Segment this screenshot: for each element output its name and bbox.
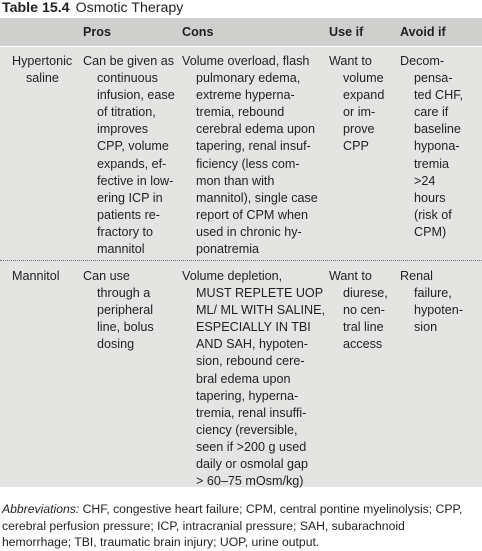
cell-text-line: Can use bbox=[83, 269, 130, 283]
cell-text-line: no cen- bbox=[343, 303, 386, 318]
table-title bbox=[2, 0, 183, 16]
cell-text-line: sion, rebound cere- bbox=[196, 354, 305, 369]
cell-text-line: baseline bbox=[414, 122, 461, 137]
cell-text-line: patients re- bbox=[97, 207, 160, 222]
cell-text-line: > 60–75 mOsm/kg) bbox=[196, 474, 304, 489]
header-cons: Cons bbox=[182, 25, 214, 39]
cell-text-line: MUST REPLETE UOP bbox=[196, 286, 324, 301]
cell-text-line: fective in low- bbox=[97, 173, 174, 188]
cell-text-line: CPM) bbox=[414, 224, 447, 239]
row-mannitol-use-if bbox=[329, 268, 388, 353]
cell-text-line: cerebral edema upon bbox=[196, 122, 316, 137]
cell-text-line: mannitol bbox=[97, 242, 145, 257]
cell-text-line: Want to bbox=[329, 269, 372, 283]
row-mannitol-name bbox=[12, 268, 60, 285]
cell-text-line: tremia, rebound bbox=[196, 105, 285, 120]
cell-text-line: bral edema upon bbox=[196, 371, 291, 386]
cell-text-line: tapering, hyperna- bbox=[196, 388, 299, 403]
cell-text-line: CPP, volume bbox=[97, 139, 169, 154]
cell-text-line: expands, ef- bbox=[97, 156, 167, 171]
cell-text-line: failure, bbox=[414, 286, 452, 301]
cell-text-line: Hypertonic bbox=[12, 54, 73, 68]
cell-text-line: peripheral bbox=[97, 303, 154, 318]
cell-text-line: prove bbox=[343, 122, 375, 137]
cell-text-line: AND SAH, hypoten- bbox=[196, 337, 308, 352]
cell-text-line: access bbox=[343, 337, 383, 352]
cell-text-line: hypona- bbox=[414, 139, 460, 154]
cell-text-line: or im- bbox=[343, 105, 376, 120]
row-hypertonic-cons bbox=[182, 53, 318, 258]
cell-text-line: seen if >200 g used bbox=[196, 439, 307, 454]
cell-text-line: improves bbox=[97, 122, 149, 137]
cell-text-line: Want to bbox=[329, 54, 372, 68]
cell-text-line: care if bbox=[414, 105, 449, 120]
cell-text-line: extreme hyperna- bbox=[196, 88, 295, 103]
cell-text-line: sion bbox=[414, 320, 438, 335]
cell-text-line: (risk of bbox=[414, 207, 452, 222]
cell-text-line: ML/ ML WITH SALINE, bbox=[196, 303, 325, 318]
cell-text-line: ESPECIALLY IN TBI bbox=[196, 320, 311, 335]
cell-text-line: pulmonary edema, bbox=[196, 71, 301, 86]
cell-text-line: used in chronic hy- bbox=[196, 224, 302, 239]
cell-text-line: hours bbox=[414, 190, 446, 205]
cell-text-line: ering ICP in bbox=[97, 190, 163, 205]
row-mannitol-pros bbox=[83, 268, 154, 353]
cell-text-line: hypoten- bbox=[414, 303, 464, 318]
cell-text-line: saline bbox=[26, 71, 59, 86]
abbreviations-label: Abbreviations: bbox=[2, 502, 80, 516]
cell-text-line: Renal bbox=[400, 269, 433, 283]
osmotic-therapy-table bbox=[0, 18, 482, 487]
cell-text-line: tremia bbox=[414, 156, 449, 171]
cell-text-line: expand bbox=[343, 88, 385, 103]
cell-text-line: Volume overload, flash bbox=[182, 54, 310, 68]
row-mannitol-avoid-if bbox=[400, 268, 463, 336]
cell-text-line: mon than with bbox=[196, 173, 275, 188]
cell-text-line: dosing bbox=[97, 337, 135, 352]
cell-text-line: Mannitol bbox=[12, 269, 60, 283]
cell-text-line: continuous bbox=[97, 71, 158, 86]
cell-text-line: infusion, ease bbox=[97, 88, 175, 103]
cell-text-line: through a bbox=[97, 286, 151, 301]
header-use-if: Use if bbox=[329, 25, 364, 39]
row-hypertonic-name bbox=[12, 53, 72, 87]
table-caption: Osmotic Therapy bbox=[75, 0, 184, 16]
cell-text-line: tral line bbox=[343, 320, 384, 335]
header-pros: Pros bbox=[83, 25, 111, 39]
table-header-row bbox=[0, 18, 482, 47]
cell-text-line: pensa- bbox=[414, 71, 453, 86]
cell-text-line: fractory to bbox=[97, 224, 153, 239]
row-separator bbox=[0, 260, 482, 261]
row-hypertonic-use-if bbox=[329, 53, 384, 156]
cell-text-line: diurese, bbox=[343, 286, 388, 301]
cell-text-line: tapering, renal insuf- bbox=[196, 139, 311, 154]
cell-text-line: report of CPM when bbox=[196, 207, 308, 222]
cell-text-line: Decom- bbox=[400, 54, 445, 68]
row-hypertonic-avoid-if bbox=[400, 53, 463, 241]
cell-text-line: line, bolus bbox=[97, 320, 154, 335]
row-mannitol-cons bbox=[182, 268, 325, 490]
cell-text-line: ficiency (less com- bbox=[196, 156, 300, 171]
cell-text-line: Can be given as bbox=[83, 54, 175, 68]
table-number: Table 15.4 bbox=[2, 0, 70, 16]
header-avoid-if: Avoid if bbox=[400, 25, 446, 39]
cell-text-line: CPP bbox=[343, 139, 369, 154]
cell-text-line: daily or osmolal gap bbox=[196, 457, 309, 472]
cell-text-line: ciency (reversible, bbox=[196, 422, 298, 437]
cell-text-line: Volume depletion, bbox=[182, 269, 283, 283]
cell-text-line: volume bbox=[343, 71, 384, 86]
cell-text-line: of titration, bbox=[97, 105, 156, 120]
cell-text-line: tremia, renal insuffi- bbox=[196, 405, 307, 420]
cell-text-line: ponatremia bbox=[196, 242, 260, 257]
abbreviations-footnote: Abbreviations: CHF, congestive heart failure; CPM, central pontine myelinolysis; CPP, cerebral perfusion pressure; ICP, intracranial pressure; SAH, subarachnoid hemorrhage; TBI, traumatic brain injury; UOP, urine output. bbox=[2, 502, 463, 550]
row-hypertonic-pros bbox=[83, 53, 175, 258]
cell-text-line: >24 bbox=[414, 173, 436, 188]
cell-text-line: ted CHF, bbox=[414, 88, 463, 103]
cell-text-line: mannitol), single case bbox=[196, 190, 318, 205]
